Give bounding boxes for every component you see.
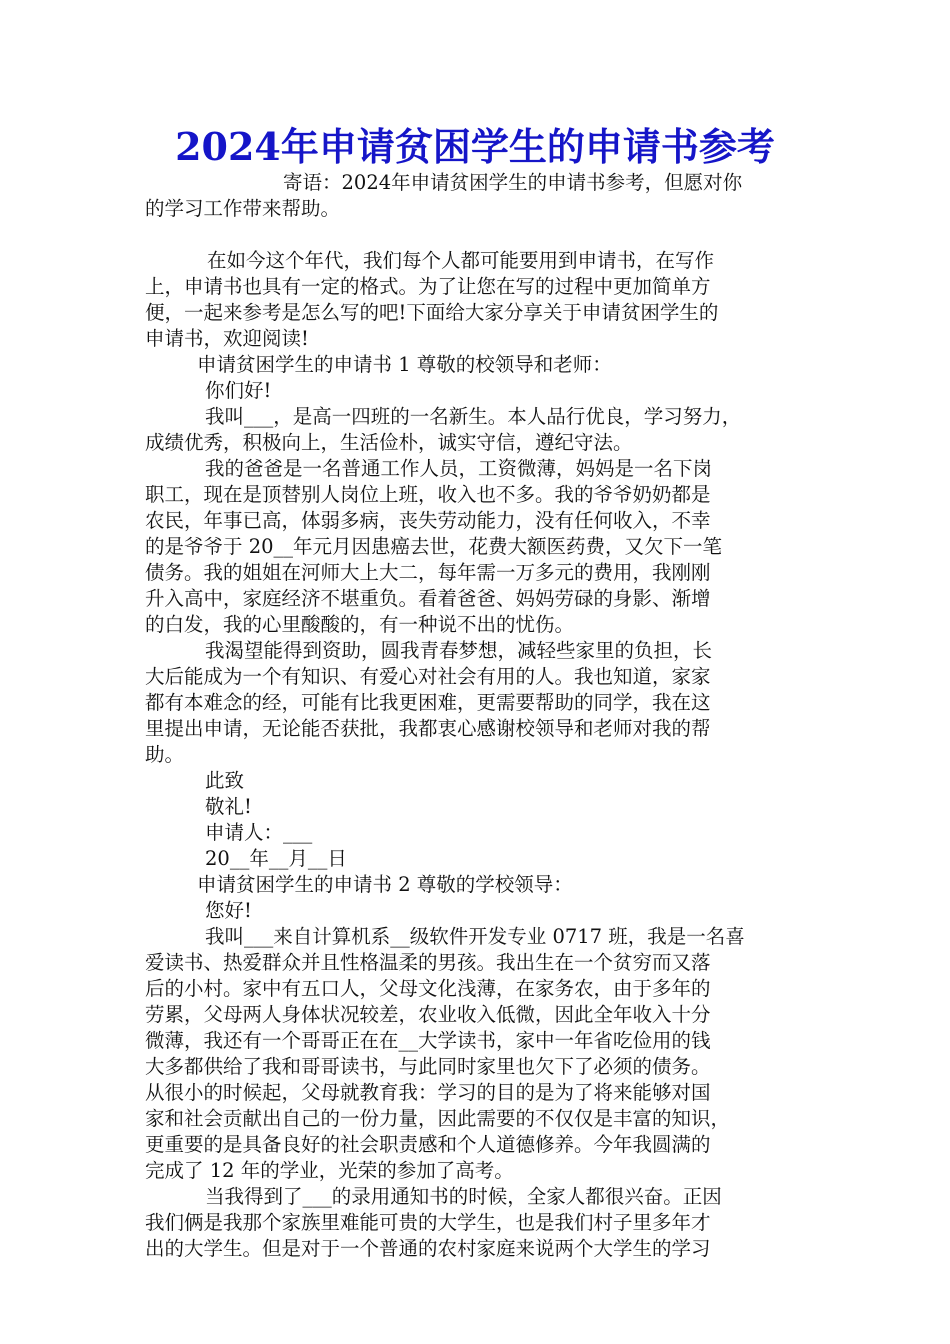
text-line: 你们好! (205, 379, 272, 402)
text-line: 的学习工作带来帮助。 (145, 197, 341, 220)
text-line: 更重要的是具备良好的社会职责感和个人道德修养。今年我圆满的 (145, 1133, 711, 1156)
text-line: 都有本难念的经，可能有比我更困难，更需要帮助的同学，我在这 (145, 691, 711, 714)
text-line: 我叫___来自计算机系__级软件开发专业 0717 班，我是一名喜 (205, 925, 745, 948)
text-line: 微薄，我还有一个哥哥正在在__大学读书，家中一年省吃俭用的钱 (145, 1029, 711, 1052)
text-line: 从很小的时候起，父母就教育我：学习的目的是为了将来能够对国 (145, 1081, 711, 1104)
text-line: 您好! (205, 899, 252, 922)
text-line: 后的小村。家中有五口人，父母文化浅薄，在家务农，由于多年的 (145, 977, 711, 1000)
text-line: 的白发，我的心里酸酸的，有一种说不出的忧伤。 (145, 613, 575, 636)
text-line: 申请人：___ (205, 821, 313, 844)
text-line: 我的爸爸是一名普通工作人员，工资微薄，妈妈是一名下岗 (205, 457, 713, 480)
text-line: 敬礼! (205, 795, 252, 818)
text-line: 成绩优秀，积极向上，生活俭朴，诚实守信，遵纪守法。 (145, 431, 633, 454)
text-line: 此致 (205, 769, 245, 792)
text-line: 家和社会贡献出自己的一份力量，因此需要的不仅仅是丰富的知识， (145, 1107, 731, 1130)
text-line: 在如今这个年代，我们每个人都可能要用到申请书，在写作 (207, 249, 715, 272)
text-line: 我们俩是我那个家族里难能可贵的大学生，也是我们村子里多年才 (145, 1211, 711, 1234)
document-body (145, 170, 830, 1262)
text-line: 申请书，欢迎阅读! (145, 327, 309, 350)
document-title: 2024年申请贫困学生的申请书参考 (175, 124, 775, 169)
text-line: 农民，年事已高，体弱多病，丧失劳动能力，没有任何收入，不幸 (145, 509, 711, 532)
text-line: 大后能成为一个有知识、有爱心对社会有用的人。我也知道，家家 (145, 665, 711, 688)
text-line: 助。 (145, 743, 185, 766)
text-line: 劳累，父母两人身体状况较差，农业收入低微，因此全年收入十分 (145, 1003, 711, 1026)
text-line: 升入高中，家庭经济不堪重负。看着爸爸、妈妈劳碌的身影、渐增 (145, 587, 711, 610)
text-line: 出的大学生。但是对于一个普通的农村家庭来说两个大学生的学习 (145, 1237, 711, 1260)
text-line: 寄语：2024年申请贫困学生的申请书参考，但愿对你 (283, 171, 743, 194)
blank-line (145, 222, 830, 248)
section-heading-line: 申请贫困学生的申请书 1 尊敬的校领导和老师： (197, 353, 612, 376)
text-line: 我渴望能得到资助，圆我青春梦想，减轻些家里的负担，长 (205, 639, 713, 662)
text-line: 职工，现在是顶替别人岗位上班，收入也不多。我的爷爷奶奶都是 (145, 483, 711, 506)
text-line: 债务。我的姐姐在河师大上大二，每年需一万多元的费用，我刚刚 (145, 561, 711, 584)
text-line: 上，申请书也具有一定的格式。为了让您在写的过程中更加简单方 (145, 275, 711, 298)
text-line: 的是爷爷于 20__年元月因患癌去世，花费大额医药费，又欠下一笔 (145, 535, 723, 558)
text-line: 当我得到了___的录用通知书的时候，全家人都很兴奋。正因 (205, 1185, 722, 1208)
text-line: 便，一起来参考是怎么写的吧!下面给大家分享关于申请贫困学生的 (145, 301, 719, 324)
text-line: 爱读书、热爱群众并且性格温柔的男孩。我出生在一个贫穷而又落 (145, 951, 711, 974)
section-heading-line: 申请贫困学生的申请书 2 尊敬的学校领导： (197, 873, 573, 896)
text-line: 大多都供给了我和哥哥读书，与此同时家里也欠下了必须的债务。 (145, 1055, 711, 1078)
text-line: 我叫___，是高一四班的一名新生。本人品行优良，学习努力， (205, 405, 742, 428)
text-line: 里提出申请，无论能否获批，我都衷心感谢校领导和老师对我的帮 (145, 717, 711, 740)
text-line: 20__年__月__日 (205, 847, 347, 870)
text-line: 完成了 12 年的学业，光荣的参加了高考。 (145, 1159, 514, 1182)
